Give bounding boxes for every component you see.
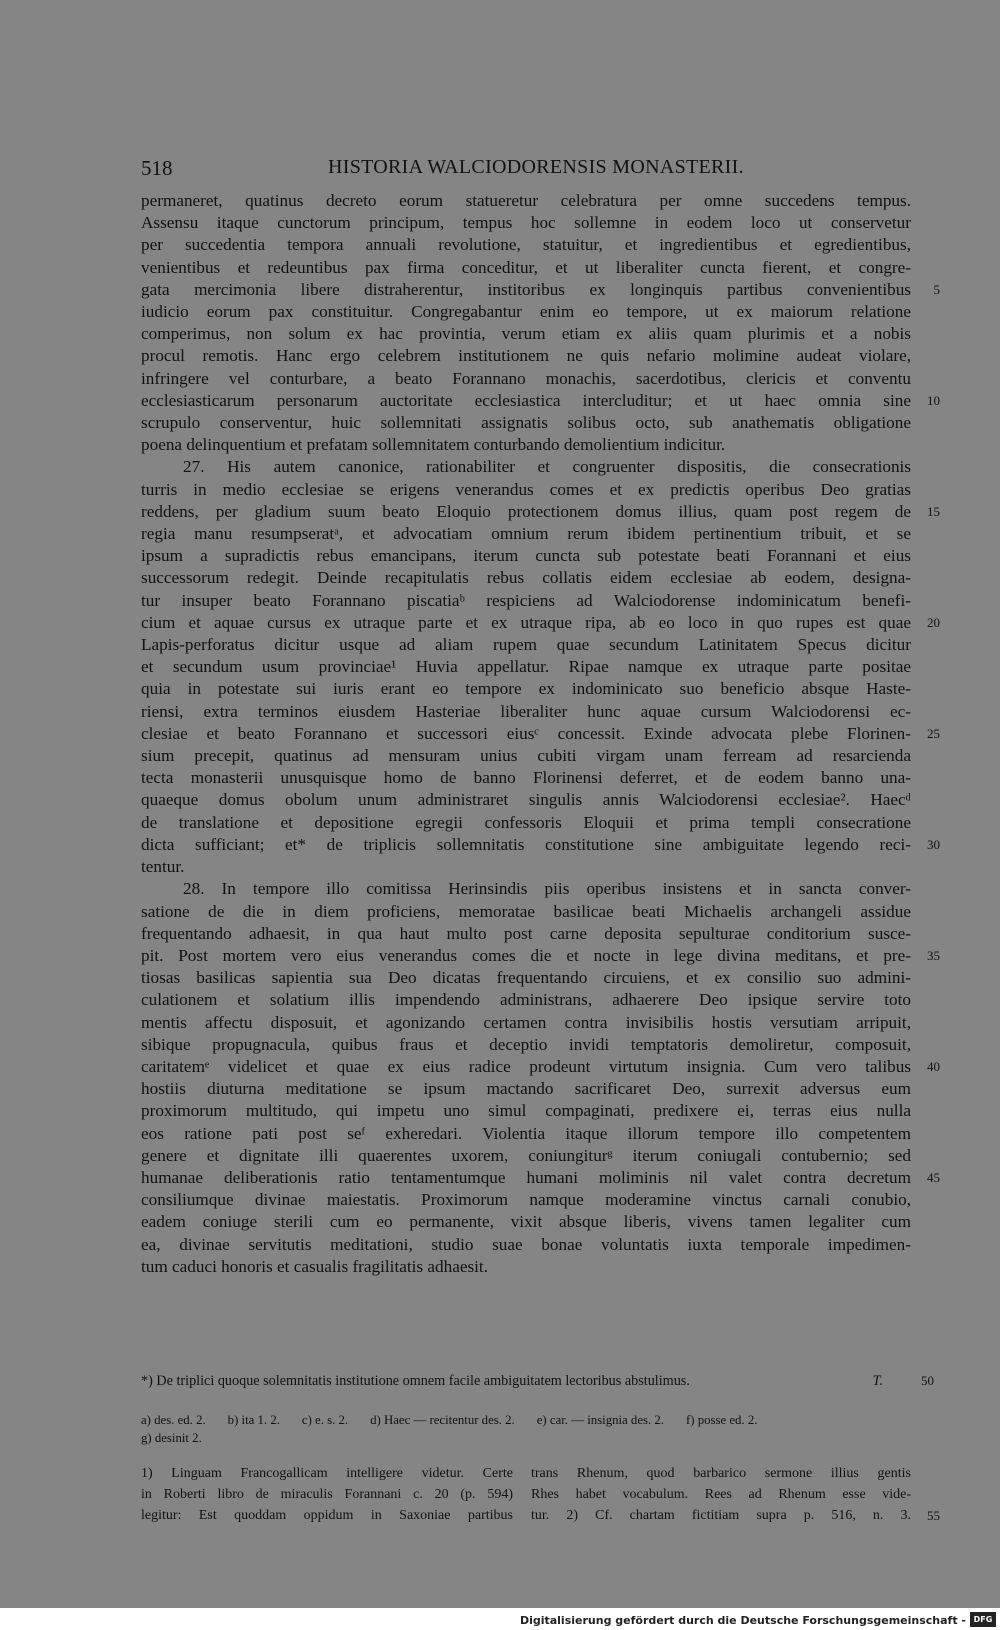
text-line-content: comperimus, non solum ex hac provintia, verum etiam ex aliis quam plurimis et a nobis [141,324,911,344]
text-line-content: tentur. [141,857,185,877]
line-number: 50 [921,1373,934,1388]
line-number: 35 [927,947,940,963]
text-line [141,678,911,700]
text-line-content: reddens, per gladium suum beato Eloquio protectionem domus illius, quam post regem de [141,501,911,521]
asterisk-footnote-siglum: T. [872,1373,883,1389]
line-number: 25 [927,725,940,741]
note-line: trans Rhenum, quod barbarico sermone illius gentis [531,1466,911,1481]
variant-entry: d) Haec — recitentur des. 2. [370,1413,515,1427]
text-line-content: per succedentia tempora annuali revolutione, statuitur, et ingredientibus et egredientibus, [141,235,911,255]
text-line [141,234,911,256]
note-line: Rhes habet vocabulum. Rees ad Rhenum esse vide- [531,1487,911,1502]
text-line-content: dicta sufficiant; et* de triplicis sollemnitatis constitutione sine ambiguitate legendo reci- [141,834,911,854]
variant-line [141,1411,911,1429]
text-line [141,1100,911,1122]
text-line-content: turris in medio ecclesiae se erigens venerandus comes et ex predictis operibus Deo gratias [141,479,911,499]
text-line [141,590,911,612]
text-line-content: sibique propugnacula, quibus fraus et deceptio invidi temptatoris demoliretur, composuit, [141,1034,911,1054]
notes-left-column [141,1463,513,1526]
text-line [141,1012,911,1034]
text-line [141,745,911,767]
text-line-content: iudicio eorum pax constituitur. Congregabantur enim eo tempore, ut ex maiorum relatione [141,302,911,322]
text-line [141,545,911,567]
line-number: 20 [927,614,940,630]
variant-entry: e) car. — insignia des. 2. [536,1413,664,1427]
text-line [141,301,911,323]
text-line-content: gata mercimonia libere distraherentur, institoribus ex longinquis partibus convenientibus [141,279,911,299]
text-line [141,345,911,367]
text-line [141,1056,940,1078]
text-line-content: procul remotis. Hanc ergo celebrem institutionem ne quis nefario molimine audeat violare, [141,346,911,366]
text-line-content: eadem coniuge sterili cum eo permanente, vixit absque liberis, vivens tamen legaliter cum [141,1212,911,1232]
text-line-content: ecclesiasticarum personarum auctoritate ecclesiastica intercluditur; et ut haec omnia sine [141,390,911,410]
text-line [141,989,911,1011]
text-line-content: culationem et solatium illis impendendo administrans, adhaerere Deo ipsique servire toto [141,990,911,1010]
text-line [141,1189,911,1211]
text-line-content: clesiae et beato Forannano et successori eiusᶜ concessit. Exinde advocata plebe Florinen- [141,723,911,743]
text-line [141,1167,940,1189]
text-line-content: humanae deliberationis ratio tentamentumque humani moliminis nil valet contra decretum [141,1167,911,1187]
text-line [141,390,940,412]
text-line [141,656,911,678]
text-line-content: tur insuper beato Forannano piscatiaᵇ respiciens ad Walciodorense indominicatum benefi- [141,590,911,610]
note-line: 1) Linguam Francogallicam intelligere videtur. Certe [141,1466,513,1481]
variant-line [141,1429,911,1447]
text-line-content: caritatemᵉ videlicet et quae ex eius radice prodeunt virtutum insignia. Cum vero talibus [141,1056,911,1076]
text-line [141,945,940,967]
text-line [141,434,911,456]
text-line-content: cium et aquae cursus ex utraque parte et ex utraque ripa, ab eo loco in quo rupes est quae [141,612,911,632]
text-line-content: de translatione et depositione egregii confessoris Eloquii et prima templi consecratione [141,812,911,832]
text-line [141,923,911,945]
text-line [141,634,911,656]
text-line [141,412,911,434]
text-line-content: consiliumque divinae maiestatis. Proximorum namque moderamine vinctus carnali conubio, [141,1190,911,1210]
text-line [141,368,911,390]
asterisk-footnote [141,1373,934,1390]
line-number: 40 [927,1058,940,1074]
text-line [141,878,911,900]
text-line [141,901,911,923]
text-line-content: infringere vel conturbare, a beato Forannano monachis, sacerdotibus, clericis et conventu [141,368,911,388]
text-line-content: pit. Post mortem vero eius venerandus comes die et nocte in lege divina meditans, et pre- [141,945,911,965]
text-line-content: tum caduci honoris et casualis fragilitatis adhaesit. [141,1256,488,1276]
text-line [141,1256,911,1278]
text-line-content: quaeque domus obolum unum administraret singulis annis Walciodorensi ecclesiae². Haecᵈ [141,790,911,810]
text-line [141,1211,911,1233]
text-line [141,612,940,634]
asterisk-footnote-text: *) De triplici quoque solemnitatis institutione omnem facile ambiguitatem lectoribus abstulimus. [141,1373,690,1389]
text-line-content: regia manu resumpseratᵃ, et advocatiam omnium rerum ibidem pertinentium tribuit, et se [141,524,911,544]
text-line-content: Assensu itaque cunctorum principum, tempus hoc sollemne in eodem loco ut conservetur [141,213,911,233]
text-line [141,1078,911,1100]
digitization-footer [0,1608,1000,1630]
text-line [141,1123,911,1145]
text-line-content: poena delinquentium et prefatam sollemnitatem conturbando demolientium indicitur. [141,435,726,455]
note-line: legitur: Est quoddam oppidum in Saxoniae partibus [141,1508,513,1523]
footer-credit: Digitalisierung gefördert durch die Deutsche Forschungsgemeinschaft - [519,1614,966,1627]
variant-apparatus [141,1411,911,1447]
running-head: HISTORIA WALCIODORENSIS MONASTERII. [328,156,744,178]
text-line [141,701,911,723]
text-line-content: Lapis-perforatus dicitur usque ad aliam rupem quae secundum Latinitatem Specus dicitur [141,635,911,655]
text-line-content: satione de die in diem proficiens, memoratae basilicae beati Michaelis archangeli assidue [141,901,911,921]
main-text [141,190,940,1278]
text-line-content: 28. In tempore illo comitissa Herinsindis piis operibus insistens et in sancta conver- [183,879,911,899]
text-line [141,523,911,545]
text-line [141,723,940,745]
line-number: 55 [927,1508,940,1523]
text-line-content: 27. His autem canonice, rationabiliter et congruenter dispositis, die consecrationis [183,457,911,477]
variant-entry: a) des. ed. 2. [141,1413,206,1427]
text-line [141,279,940,301]
text-line [141,257,911,279]
text-line-content: mentis affectu disposuit, et agonizando certamen contra invisibilis hostis versutiam arripuit, [141,1012,911,1032]
notes-right-column [531,1463,911,1526]
text-line [141,1145,911,1167]
text-line [141,1234,911,1256]
text-line [141,501,940,523]
dfg-logo: DFG [970,1612,996,1627]
text-line [141,967,911,989]
line-number: 30 [927,836,940,852]
text-line [141,212,911,234]
text-line-content: hostiis diuturna meditatione se ipsum mactando sacrificaret Deo, surrexit adversus eum [141,1079,911,1099]
text-line [141,1034,911,1056]
note-line: tur. 2) Cf. chartam fictitiam supra p. 516, n. 3. [531,1508,911,1523]
text-line [141,456,911,478]
text-line [141,834,940,856]
line-number: 45 [927,1169,940,1185]
text-line-content: ipsum a supradictis rebus emancipans, iterum cuncta sub potestate beati Forannani et eius [141,546,911,566]
text-line-content: permaneret, quatinus decreto eorum statueretur celebratura per omne succedens tempus. [141,191,911,210]
text-line-content: venientibus et redeuntibus pax firma conceditur, et ut liberaliter cuncta fierent, et congre- [141,257,911,277]
line-number: 10 [927,392,940,408]
page-number: 518 [141,156,173,180]
text-line [141,567,911,589]
text-line [141,856,911,878]
variant-entry: g) desinit 2. [141,1431,202,1445]
variant-entry: f) posse ed. 2. [685,1413,758,1427]
text-line-content: tecta monasterii unusquisque homo de banno Florinensi deferret, et de eodem banno una- [141,768,911,788]
line-number: 15 [927,503,940,519]
text-line-content: scrupulo conserventur, huic sollemnitati assignatis solibus octo, sub anathematis obligatione [141,413,911,433]
text-line [141,789,911,811]
text-line [141,767,911,789]
text-line-content: frequentando adhaesit, in qua haut multo post carne deposita sepulturae conditorium susce- [141,923,911,943]
text-line-content: successorum redegit. Deinde recapitulatis rebus collatis eidem ecclesiae ab eodem, designa- [141,568,911,588]
text-line [141,323,911,345]
text-line-content: et secundum usum provinciae¹ Huvia appellatur. Ripae namque ex utraque parte positae [141,657,911,677]
line-number: 5 [933,281,940,297]
text-line [141,190,911,212]
text-line-content: riensi, extra terminos eiusdem Hasteriae liberaliter hunc aquae cursum Walciodorensi ec- [141,701,911,721]
text-line [141,479,911,501]
variant-entry: b) ita 1. 2. [227,1413,280,1427]
text-line-content: ea, divinae servitutis meditationi, studio suae bonae voluntatis iuxta temporale impedimen- [141,1234,911,1254]
text-line [141,812,911,834]
text-line-content: eos ratione pati post seᶠ exheredari. Violentia itaque illorum tempore illo competentem [141,1123,911,1143]
text-line-content: sium precepit, quatinus ad mensuram unius cubiti virgam unam ferream ad resarcienda [141,746,911,766]
text-line-content: proximorum multitudo, qui impetu uno simul compaginati, predixere ei, terras eius nulla [141,1101,911,1121]
text-line-content: quia in potestate sui iuris erant eo tempore ex indominicato suo beneficio absque Haste- [141,679,911,699]
text-line-content: tiosas basilicas sapientia sua Deo dicatas frequentando circuiens, et ex consilio suo admini- [141,968,911,988]
note-line: in Roberti libro de miraculis Forannani c. 20 (p. 594) [141,1487,513,1502]
text-line-content: genere et dignitate illi quaerentes uxorem, coniungiturᵍ iterum coniugali contubernio; sed [141,1145,911,1165]
variant-entry: c) e. s. 2. [301,1413,349,1427]
